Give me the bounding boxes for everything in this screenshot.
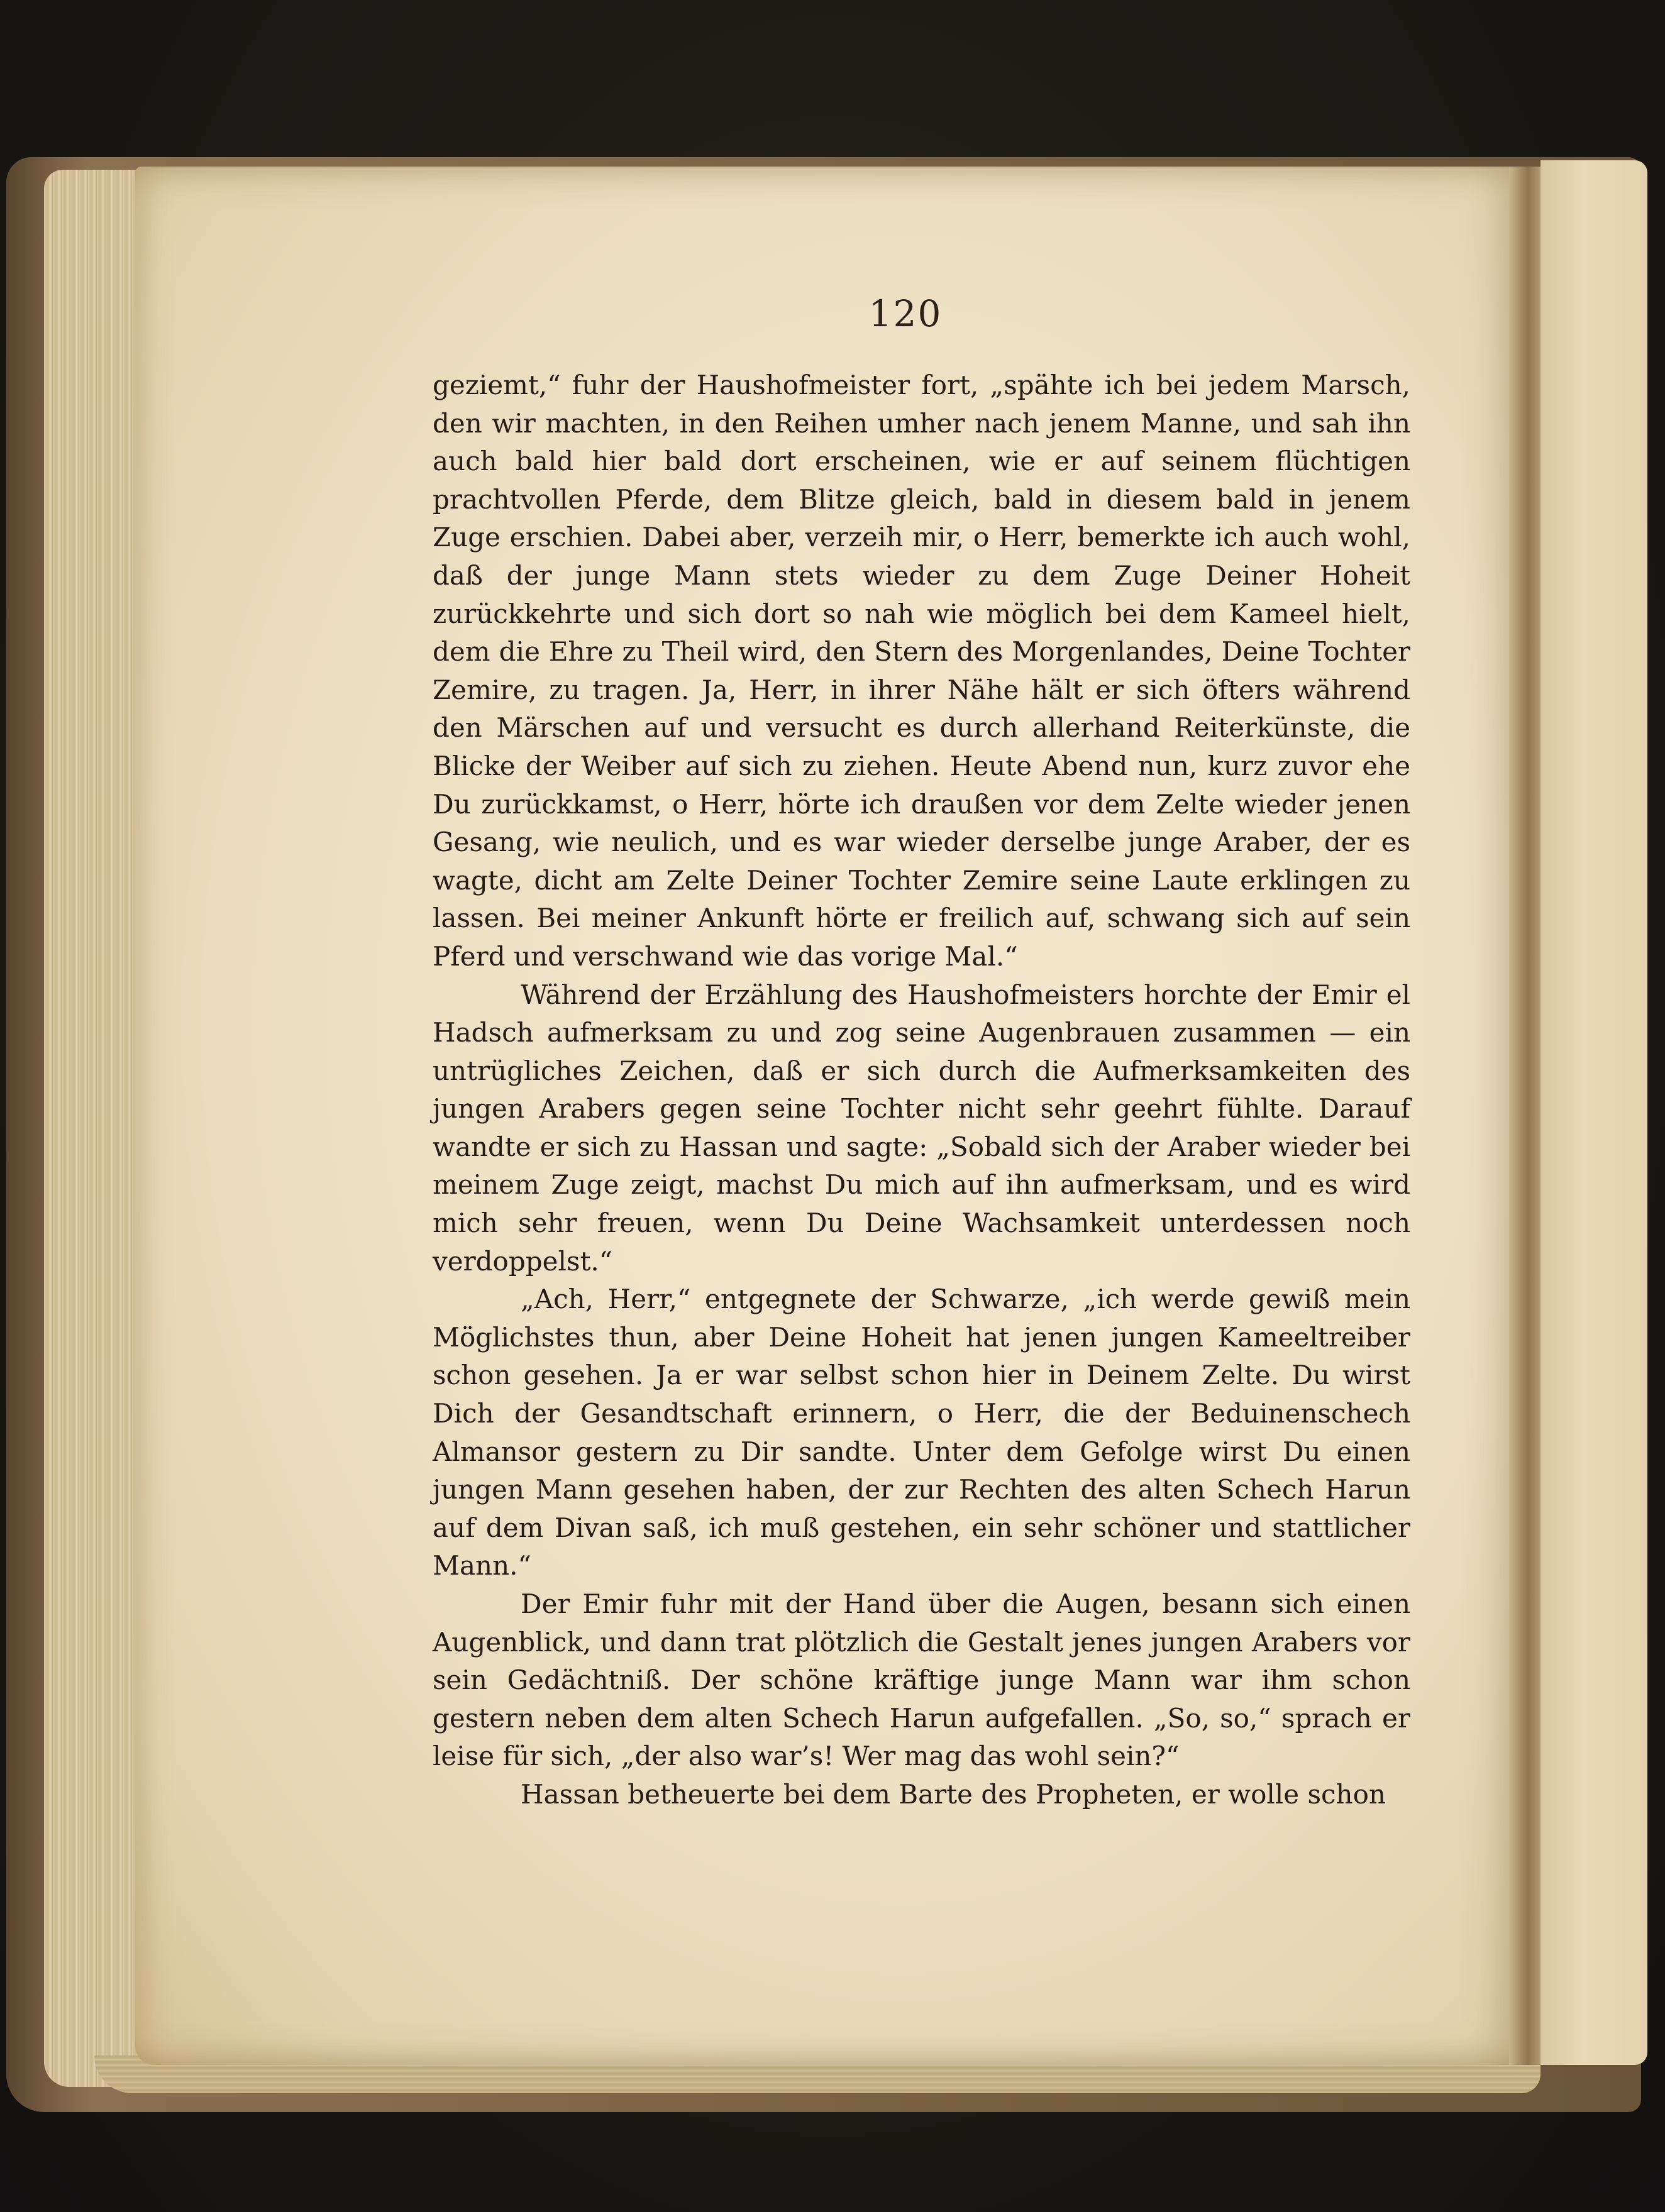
paragraph-5: Hassan betheuerte bei dem Barte des Propheten, er wolle schon — [521, 1778, 1386, 1810]
body-text — [433, 366, 1410, 1814]
page-number: 120 — [868, 292, 943, 335]
paragraph-4: Der Emir fuhr mit der Hand über die Augen, besann sich einen Augenblick, und dann trat plötzlich die Gestalt jenes jungen Arabers vor sein Gedächtniß. Der schöne kräftige junge Mann war ihm schon gestern neben dem alten Schech Harun aufgefallen. „So, so,“ sprach er leise für sich, „der also war’s! Wer mag das wohl sein?“ — [433, 1588, 1410, 1772]
right-page-edge — [1541, 160, 1647, 2065]
paragraph-3: „Ach, Herr,“ entgegnete der Schwarze, „ich werde gewiß mein Möglichstes thun, aber Deine Hoheit hat jenen jungen Kameeltreiber schon gesehen. Ja er war selbst schon hier in Deinem Zelte. Du wirst Dich der Gesandtschaft erinnern, o Herr, die der Beduinenschech Almansor gestern zu Dir sandte. Unter dem Gefolge wirst Du einen jungen Mann gesehen haben, der zur Rechten des alten Schech Harun auf dem Divan saß, ich muß gestehen, ein sehr schöner und stattlicher Mann.“ — [433, 1284, 1410, 1582]
paragraph-2: Während der Erzählung des Haushofmeisters horchte der Emir el Hadsch aufmerksam zu und zog seine Augenbrauen zusammen — ein untrügliches Zeichen, daß er sich durch die Aufmerksamkeiten des jungen Arabers gegen seine Tochter nicht sehr geehrt fühlte. Darauf wandte er sich zu Hassan und sagte: „Sobald sich der Araber wieder bei meinem Zuge zeigt, machst Du mich auf ihn aufmerksam, und es wird mich sehr freuen, wenn Du Deine Wachsamkeit unterdessen noch verdoppelst.“ — [433, 979, 1410, 1277]
paragraph-1: geziemt,“ fuhr der Haushofmeister fort, „spähte ich bei jedem Marsch, den wir machten, in den Reihen umher nach jenem Manne, und sah ihn auch bald hier bald dort erscheinen, wie er auf seinem flüchtigen prachtvollen Pferde, dem Blitze gleich, bald in diesem bald in jenem Zuge erschien. Dabei aber, verzeih mir, o Herr, bemerkte ich auch wohl, daß der junge Mann stets wieder zu dem Zuge Deiner Hoheit zurückkehrte und sich dort so nah wie möglich bei dem Kameel hielt, dem die Ehre zu Theil wird, den Stern des Morgenlandes, Deine Tochter Zemire, zu tragen. Ja, Herr, in ihrer Nähe hält er sich öfters während den Märschen auf und versucht es durch allerhand Reiterkünste, die Blicke der Weiber auf sich zu ziehen. Heute Abend nun, kurz zuvor ehe Du zurückkamst, o Herr, hörte ich draußen vor dem Zelte wieder jenen Gesang, wie neulich, und es war wieder derselbe junge Araber, der es wagte, dicht am Zelte Deiner Tochter Zemire seine Laute erklingen zu lassen. Bei meiner Ankunft hörte er freilich auf, schwang sich auf sein Pferd und verschwand wie das vorige Mal.“ — [433, 370, 1410, 972]
